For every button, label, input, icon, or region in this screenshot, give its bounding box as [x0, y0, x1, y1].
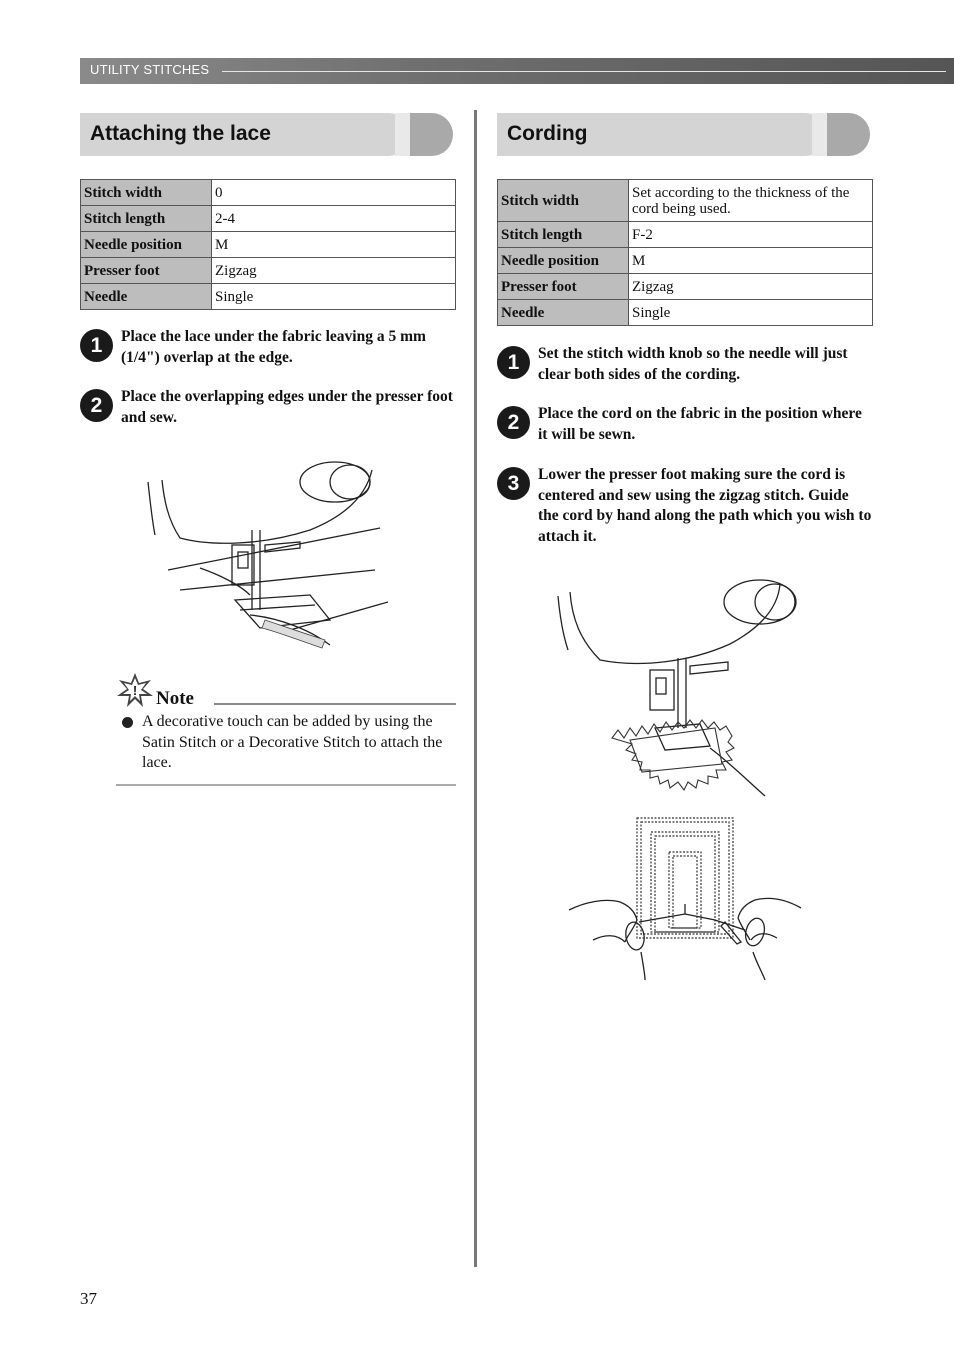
- step-number-badge: 2: [80, 389, 113, 422]
- header-section-label: UTILITY STITCHES: [90, 62, 210, 77]
- step-number-badge: 3: [497, 467, 530, 500]
- step-number-badge: 1: [497, 346, 530, 379]
- table-row: [81, 232, 456, 258]
- column-divider: [474, 110, 477, 1267]
- table-row: [81, 284, 456, 310]
- step-text: Place the cord on the fabric in the position where it will be sewn.: [538, 405, 862, 443]
- section-title-text: Attaching the lace: [90, 122, 271, 145]
- note-text: A decorative touch can be added by using the Satin Stitch or a Decorative Stitch to attach the lace.: [142, 713, 443, 771]
- title-cap-decoration-dark: [827, 113, 870, 156]
- step-lace-1: [80, 329, 456, 373]
- step-text: Set the stitch width knob so the needle will just clear both sides of the cording.: [538, 345, 848, 383]
- title-cap-decoration-dark: [410, 113, 453, 156]
- table-row: [498, 300, 873, 326]
- page-number: 37: [80, 1289, 97, 1308]
- setting-label: Presser foot: [498, 274, 629, 300]
- table-row: [81, 206, 456, 232]
- step-text: Lower the presser foot making sure the cord is centered and sew using the zigzag stitch. Guide the cord by hand along the path which you wish to attach it.: [538, 466, 872, 545]
- note-icon: [116, 672, 154, 708]
- step-text: Place the overlapping edges under the presser foot and sew.: [121, 388, 453, 426]
- running-header: [80, 58, 954, 84]
- table-row: [81, 258, 456, 284]
- setting-value: M: [212, 232, 456, 258]
- lace-sewing-illustration: [140, 460, 400, 660]
- step-lace-2: [80, 389, 456, 433]
- note-rule: [214, 703, 456, 705]
- section-title-text: Cording: [507, 122, 588, 145]
- setting-label: Stitch length: [498, 222, 629, 248]
- settings-table-lace: [80, 179, 456, 310]
- setting-value: F-2: [629, 222, 873, 248]
- step-cording-3: [497, 467, 873, 553]
- note-box: [116, 672, 456, 786]
- setting-value: Zigzag: [212, 258, 456, 284]
- setting-label: Needle: [81, 284, 212, 310]
- setting-value: Single: [212, 284, 456, 310]
- setting-value: Single: [629, 300, 873, 326]
- table-row: [498, 180, 873, 222]
- svg-text:!: !: [132, 683, 138, 698]
- header-rule: [222, 71, 946, 72]
- setting-value: Set according to the thickness of the cord being used.: [629, 180, 873, 222]
- settings-table-cording: [497, 179, 873, 326]
- step-cording-1: [497, 346, 873, 390]
- bullet-icon: [122, 717, 133, 728]
- setting-label: Needle: [498, 300, 629, 326]
- setting-label: Presser foot: [81, 258, 212, 284]
- step-number-badge: 1: [80, 329, 113, 362]
- section-title-cording: [497, 113, 827, 156]
- setting-label: Stitch length: [81, 206, 212, 232]
- cording-hands-illustration: [565, 812, 805, 982]
- note-bottom-rule: [116, 784, 456, 786]
- step-text: Place the lace under the fabric leaving a 5 mm (1/4") overlap at the edge.: [121, 328, 426, 366]
- section-title-lace: [80, 113, 410, 156]
- setting-label: Needle position: [81, 232, 212, 258]
- setting-value: M: [629, 248, 873, 274]
- setting-label: Stitch width: [81, 180, 212, 206]
- table-row: [498, 222, 873, 248]
- table-row: [498, 248, 873, 274]
- setting-label: Stitch width: [498, 180, 629, 222]
- table-row: [498, 274, 873, 300]
- cording-sewing-illustration: [550, 578, 820, 800]
- setting-value: Zigzag: [629, 274, 873, 300]
- note-title: Note: [156, 688, 194, 709]
- setting-value: 0: [212, 180, 456, 206]
- setting-label: Needle position: [498, 248, 629, 274]
- step-cording-2: [497, 406, 873, 450]
- step-number-badge: 2: [497, 406, 530, 439]
- table-row: [81, 180, 456, 206]
- setting-value: 2-4: [212, 206, 456, 232]
